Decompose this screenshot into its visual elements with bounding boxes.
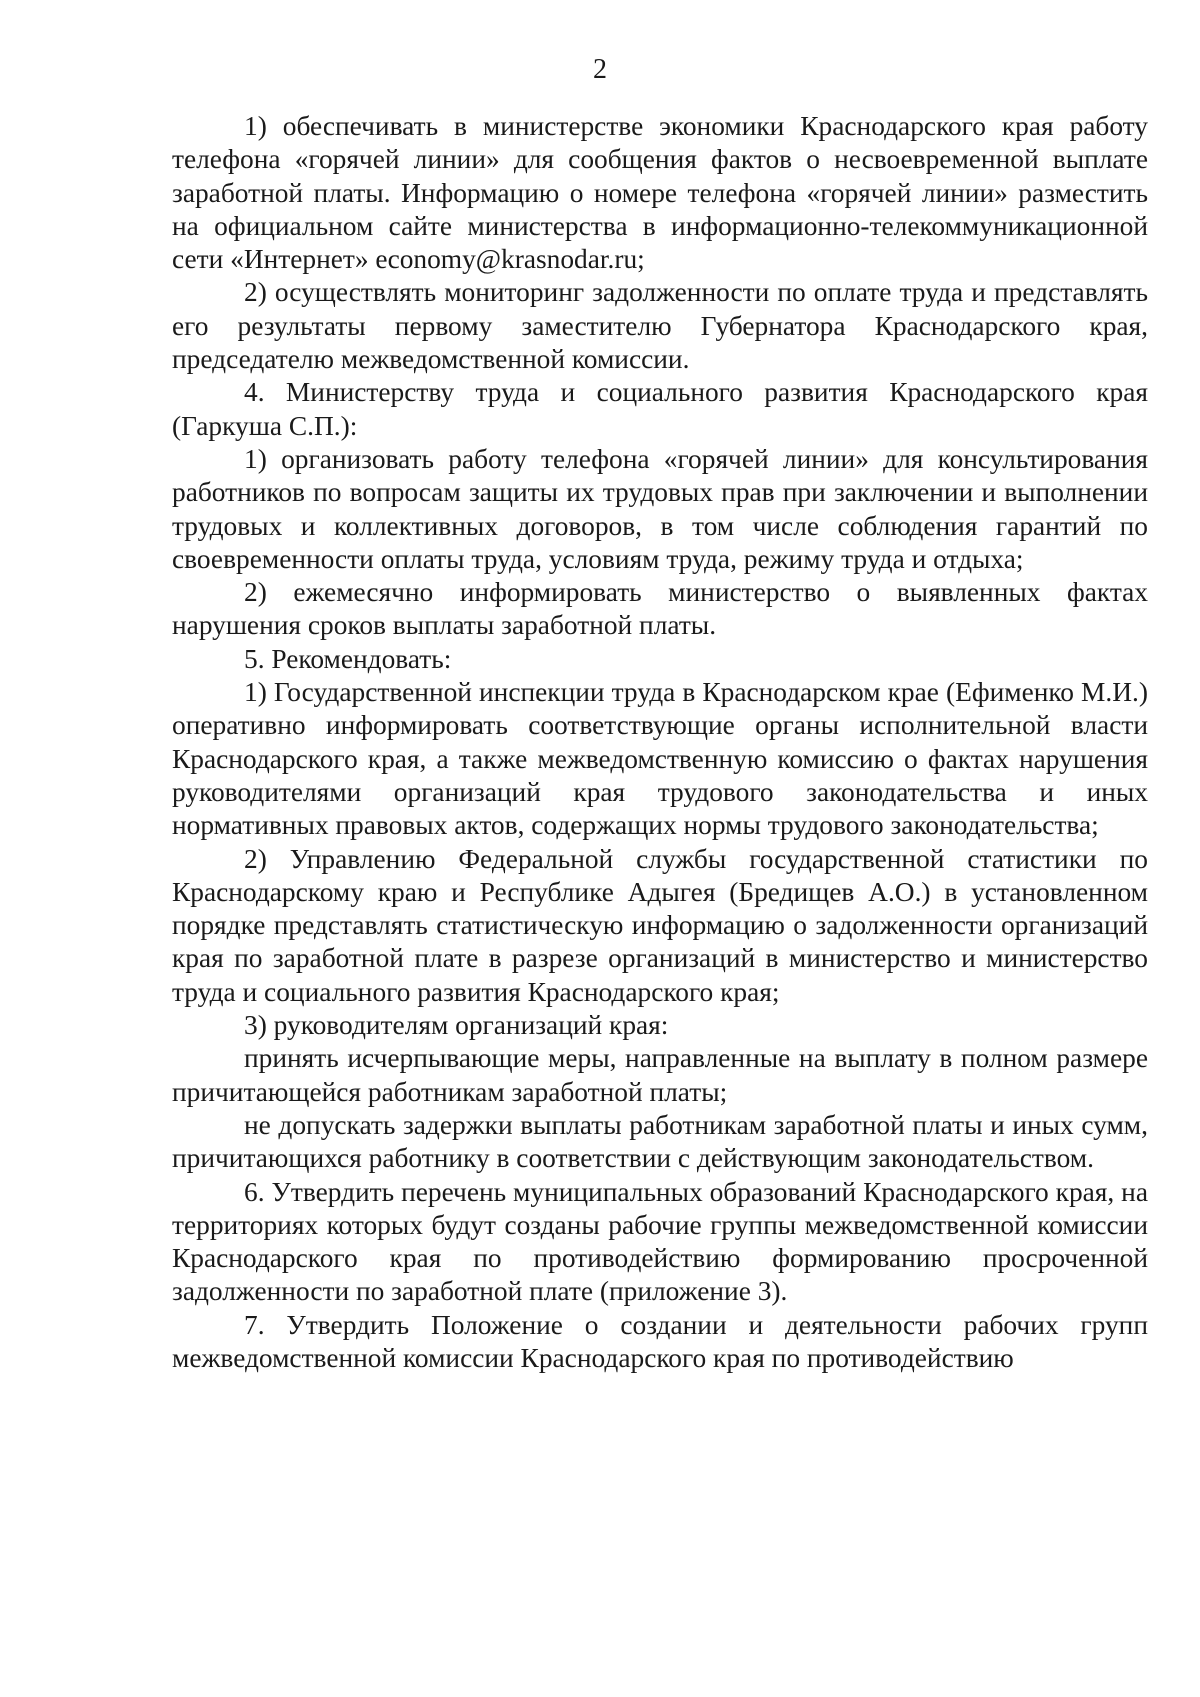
document-body xyxy=(172,110,1148,1375)
paragraph-4: 4. Министерству труда и социального развития Краснодарского края (Гаркуша С.П.): xyxy=(172,377,1148,441)
page-number: 2 xyxy=(593,54,607,85)
paragraph-5-3-b: не допускать задержки выплаты работникам заработной платы и иных сумм, причитающихся работнику в соответствии с действующим законодательством. xyxy=(172,1109,1148,1174)
paragraph-4-2: 2) ежемесячно информировать министерство о выявленных фактах нарушения сроков выплаты заработной платы. xyxy=(172,577,1148,641)
paragraph-5-1: 1) Государственной инспекции труда в Краснодарском крае (Ефименко М.И.) оперативно информировать соответствующие органы исполнительной власти Краснодарского края, а также межведомственную комиссию о фактах нарушения руководителями организаций края трудового законодательства и иных нормативных правовых актов, содержащих нормы трудового законодательства; xyxy=(172,677,1148,841)
paragraph-3-2: 2) осуществлять мониторинг задолженности по оплате труда и представлять его результаты первому заместителю Губернатора Краснодарского края, председателю межведомственной комиссии. xyxy=(172,277,1148,375)
paragraph-5-3-a: принять исчерпывающие меры, направленные на выплату в полном размере причитающейся работникам заработной платы; xyxy=(172,1043,1148,1107)
paragraph-7: 7. Утвердить Положение о создании и деятельности рабочих групп межведомственной комиссии Краснодарского края по противодействию xyxy=(172,1309,1148,1373)
paragraph-3-1: 1) обеспечивать в министерстве экономики Краснодарского края работу телефона «горячей линии» для сообщения фактов о несвоевременной выплате заработной платы. Информацию о номере телефона «горячей линии» разместить на официальном сайте министерства в информационно-телекоммуникационной сети «Интернет» economy@krasnodar.ru; xyxy=(172,111,1148,275)
paragraph-5-2: 2) Управлению Федеральной службы государственной статистики по Краснодарскому краю и Республике Адыгея (Бредищев А.О.) в установленном порядке представлять статистическую информацию о задолженности организаций края по заработной плате в разрезе организаций в министерство и министерство труда и социального развития Краснодарского края; xyxy=(172,843,1148,1007)
paragraph-4-1: 1) организовать работу телефона «горячей линии» для консультирования работников по вопросам защиты их трудовых прав при заключении и выполнении трудовых и коллективных договоров, в том числе соблюдения гарантий по своевременности оплаты труда, условиям труда, режиму труда и отдыха; xyxy=(172,443,1148,574)
paragraph-5-3: 3) руководителям организаций края: xyxy=(244,1010,669,1041)
paragraph-6: 6. Утвердить перечень муниципальных образований Краснодарского края, на территориях которых будут созданы рабочие группы межведомственной комиссии Краснодарского края по противодействию формированию просроченной задолженности по заработной плате (приложение 3). xyxy=(172,1176,1148,1307)
paragraph-5: 5. Рекомендовать: xyxy=(244,643,452,674)
